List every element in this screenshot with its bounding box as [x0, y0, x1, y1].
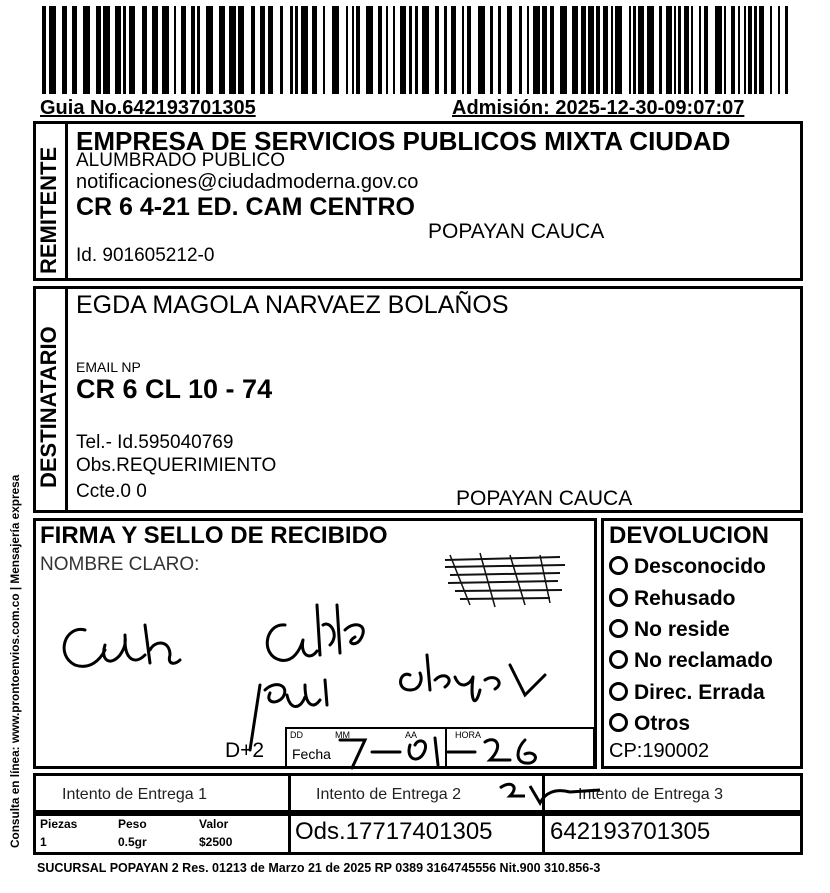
barcode-bar: [123, 6, 126, 94]
recipient-phone-id: Tel.- Id.595040769: [76, 432, 234, 453]
barcode-bar: [629, 6, 631, 94]
return-option-desconocido[interactable]: Desconocido: [609, 556, 766, 577]
barcode-bar: [409, 6, 412, 94]
barcode-bar: [229, 6, 236, 94]
radio-circle-icon: [609, 556, 628, 575]
barcode-bar: [596, 6, 600, 94]
barcode-bar: [527, 6, 529, 94]
barcode-bar: [550, 6, 554, 94]
barcode-bar: [691, 6, 693, 94]
sender-city: POPAYAN CAUCA: [428, 220, 605, 243]
barcode-bar: [129, 6, 135, 94]
barcode-bar: [633, 6, 636, 94]
attempt-3: Intento de Entrega 3: [578, 786, 723, 803]
barcode-bar: [103, 6, 110, 94]
recipient-city: POPAYAN CAUCA: [456, 487, 633, 510]
attempt-1: Intento de Entrega 1: [62, 786, 207, 803]
return-option-no-reclamado[interactable]: No reclamado: [609, 650, 773, 671]
radio-circle-icon: [609, 682, 628, 701]
guide-number-label: Guia No.642193701305: [40, 97, 256, 119]
barcode-bar: [462, 6, 464, 94]
date-label: Fecha: [292, 746, 331, 762]
sender-department: ALUMBRADO PUBLICO: [76, 150, 286, 171]
radio-circle-icon: [609, 713, 628, 732]
recipient-address: CR 6 CL 10 - 74: [76, 374, 273, 404]
barcode-bar: [181, 6, 186, 94]
date-cell-dd: DD: [290, 730, 303, 740]
barcode-bar: [415, 6, 418, 94]
radio-circle-icon: [609, 588, 628, 607]
barcode-bar: [519, 6, 522, 94]
barcode-bar: [748, 6, 752, 94]
return-postal-code: CP:190002: [609, 740, 710, 762]
barcode-bar: [62, 6, 67, 94]
barcode-bar: [290, 6, 293, 94]
pieces-value: 1: [40, 835, 47, 849]
sender-address: CR 6 4-21 ED. CAM CENTRO: [76, 193, 415, 221]
barcode-bar: [647, 6, 654, 94]
pieces-label: Piezas: [40, 817, 78, 831]
return-option-direc-errada[interactable]: Direc. Errada: [609, 682, 765, 703]
sender-company: EMPRESA DE SERVICIOS PUBLICOS MIXTA CIUDAD: [76, 126, 731, 156]
return-option-rehusado[interactable]: Rehusado: [609, 588, 736, 609]
side-website-text: Consulta en línea: www.prontoenvios.com.co | Mensajería expresa: [8, 474, 22, 848]
barcode-bar: [731, 6, 735, 94]
barcode-bar: [378, 6, 382, 94]
weight-label: Peso: [118, 817, 147, 831]
barcode-bar: [142, 6, 147, 94]
recipient-section-label: DESTINATARIO: [36, 326, 61, 488]
barcode-bar: [603, 6, 608, 94]
barcode-bar: [770, 6, 772, 94]
barcode-bar: [206, 6, 213, 94]
barcode-bar: [115, 6, 121, 94]
barcode-bar: [346, 6, 348, 94]
barcode-bar: [744, 6, 746, 94]
barcode-bar: [684, 6, 689, 94]
footer-legal: SUCURSAL POPAYAN 2 Res. 01213 de Marzo 21 de 2025 RP 0389 3164745556 Nit.900 310.856-3: [37, 861, 601, 875]
barcode-bar: [754, 6, 757, 94]
barcode-bar: [356, 6, 360, 94]
attempts-divider-1: [288, 773, 291, 813]
barcode-bar: [312, 6, 317, 94]
weight-value: 0.5gr: [118, 835, 147, 849]
handwritten-date: [330, 730, 570, 770]
d-plus-label: D+2: [225, 739, 265, 762]
barcode-bar: [366, 6, 373, 94]
value-amount: $2500: [199, 835, 233, 849]
recipient-label-divider: [65, 286, 68, 513]
recipient-observations: Obs.REQUERIMIENTO: [76, 455, 277, 476]
barcode-bar: [507, 6, 512, 94]
barcode-bar: [560, 6, 567, 94]
barcode-bar: [715, 6, 722, 94]
barcode-bar: [174, 6, 176, 94]
recipient-email: EMAIL NP: [76, 359, 141, 375]
barcode-bar: [611, 6, 613, 94]
ods-number: Ods.17717401305: [295, 818, 493, 845]
attempt-scribble: [495, 778, 605, 808]
barcode-bar: [301, 6, 308, 94]
barcode-bar: [219, 6, 225, 94]
barcode-bar: [572, 6, 578, 94]
sender-label-divider: [65, 121, 68, 281]
barcode: [40, 6, 792, 94]
date-cell-aa: AA: [405, 730, 418, 740]
barcode-bar: [724, 6, 726, 94]
barcode-bar: [615, 6, 622, 94]
barcode-bar: [332, 6, 339, 94]
signature-name-label: NOMBRE CLARO:: [40, 554, 200, 575]
barcode-bar: [96, 6, 101, 94]
barcode-bar: [260, 6, 265, 94]
barcode-bar: [674, 6, 676, 94]
shipment-guide-number: 642193701305: [550, 818, 711, 845]
barcode-bar: [659, 6, 662, 94]
barcode-bar: [295, 6, 298, 94]
barcode-bar: [422, 6, 429, 94]
barcode-bar: [435, 6, 439, 94]
barcode-bar: [467, 6, 471, 94]
recipient-ccte: Ccte.0 0: [76, 481, 147, 502]
barcode-bar: [42, 6, 46, 94]
attempt-2: Intento de Entrega 2: [316, 786, 461, 803]
barcode-bar: [251, 6, 255, 94]
barcode-bar: [785, 6, 788, 94]
barcode-bar: [581, 6, 586, 94]
barcode-bar: [542, 6, 547, 94]
barcode-bar: [678, 6, 681, 94]
barcode-bar: [759, 6, 764, 94]
signature-title: FIRMA Y SELLO DE RECIBIDO: [40, 522, 388, 549]
value-label: Valor: [199, 817, 229, 831]
barcode-bar: [152, 6, 158, 94]
barcode-bar: [393, 6, 395, 94]
barcode-bar: [451, 6, 456, 94]
barcode-bar: [638, 6, 644, 94]
barcode-bar: [386, 6, 388, 94]
barcode-bar: [704, 6, 708, 94]
barcode-bar: [533, 6, 540, 94]
shipment-divider-2: [542, 813, 545, 855]
return-title: DEVOLUCION: [609, 522, 770, 549]
barcode-bar: [83, 6, 90, 94]
return-option-otros[interactable]: Otros: [609, 713, 690, 734]
barcode-bar: [490, 6, 493, 94]
return-option-no-reside[interactable]: No reside: [609, 619, 730, 640]
barcode-bar: [72, 6, 77, 94]
barcode-bar: [588, 6, 594, 94]
barcode-bar: [498, 6, 501, 94]
barcode-bar: [191, 6, 195, 94]
barcode-bar: [197, 6, 200, 94]
barcode-bar: [478, 6, 485, 94]
barcode-bar: [238, 6, 244, 94]
barcode-bar: [444, 6, 447, 94]
barcode-bar: [352, 6, 354, 94]
barcode-graphic: [40, 6, 792, 94]
radio-circle-icon: [609, 650, 628, 669]
barcode-bar: [268, 6, 273, 94]
date-cell-mm: MM: [335, 730, 350, 740]
admission-datetime: Admisión: 2025-12-30-09:07:07: [452, 97, 745, 119]
barcode-bar: [738, 6, 740, 94]
barcode-bar: [280, 6, 283, 94]
sender-section-label: REMITENTE: [36, 146, 61, 274]
recipient-name: EGDA MAGOLA NARVAEZ BOLAÑOS: [76, 291, 509, 319]
sender-id: Id. 901605212-0: [76, 245, 215, 266]
barcode-bar: [699, 6, 701, 94]
barcode-bar: [323, 6, 325, 94]
barcode-bar: [778, 6, 780, 94]
barcode-bar: [666, 6, 672, 94]
shipment-divider-1: [288, 813, 291, 855]
date-cell-hora: HORA: [455, 730, 482, 740]
barcode-bar: [400, 6, 406, 94]
barcode-bar: [162, 6, 169, 94]
barcode-bar: [49, 6, 56, 94]
radio-circle-icon: [609, 619, 628, 638]
sender-email: notificaciones@ciudadmoderna.gov.co: [76, 171, 419, 193]
